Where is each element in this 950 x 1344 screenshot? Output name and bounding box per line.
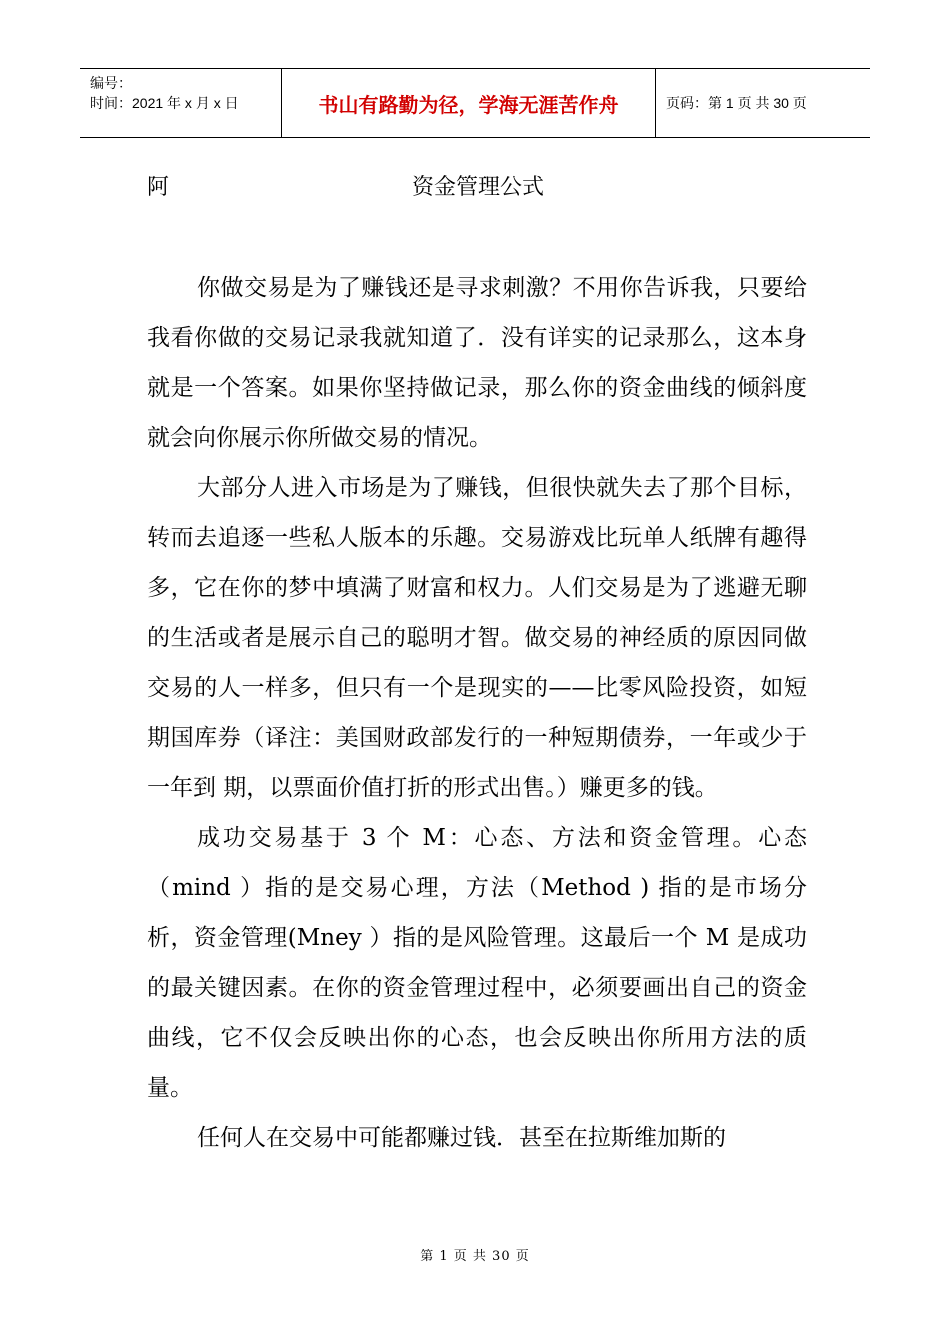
header-page-info: 页码：第 1 页 共 30 页 — [666, 95, 807, 111]
paragraph: 任何人在交易中可能都赚过钱．甚至在拉斯维加斯的 — [197, 1125, 726, 1151]
paragraph: 大部分人进入市场是为了赚钱，但很快就失去了那个目标，转而去追逐一些私人版本的乐趣。交易游戏比玩单人纸牌有趣得多，它在你的梦中填满了财富和权力。人们交易是为了逃避无聊的生活或者是展示自己的聪明才智。做交易的神经质的原因同做交易的人一样多，但只有一个是现实的——比零风险投资，如短期国库券（译注：美国财政部发行的一种短期债券，一年或少于一年到 期，以票面价值打折的形式出售。）赚更多的钱。 — [147, 475, 807, 801]
header-meta-cell — [80, 69, 282, 137]
date-label: 时间：2021 年 x 月 x 日 — [90, 95, 239, 111]
document-body — [147, 263, 807, 1163]
paragraph: 成功交易基于 3 个 M：心态、方法和资金管理。心态（mind ）指的是交易心理，方法（Method ) 指的是市场分析，资金管理(Mney ）指的是风险管理。这最后一个 M 是成功的最关键因素。在你的资金管理过程中，必须要画出自己的资金曲线，它不仅会反映出你的心态，也会反映出你所用方法的质量。 — [147, 825, 807, 1101]
page-footer: 第 1 页 共 30 页 — [420, 1249, 530, 1264]
title-prefix: 阿 — [147, 175, 170, 200]
header-motto: 书山有路勤为径，学海无涯苦作舟 — [282, 69, 656, 137]
paragraph: 你做交易是为了赚钱还是寻求刺激？不用你告诉我，只要给我看你做的交易记录我就知道了．没有详实的记录那么，这本身就是一个答案。如果你坚持做记录，那么你的资金曲线的倾斜度就会向你展示你所做交易的情况。 — [147, 275, 807, 451]
header-table — [80, 68, 870, 138]
document-title: 资金管理公式 — [412, 175, 545, 200]
title-row — [0, 170, 950, 204]
serial-label: 编号： — [90, 75, 132, 91]
